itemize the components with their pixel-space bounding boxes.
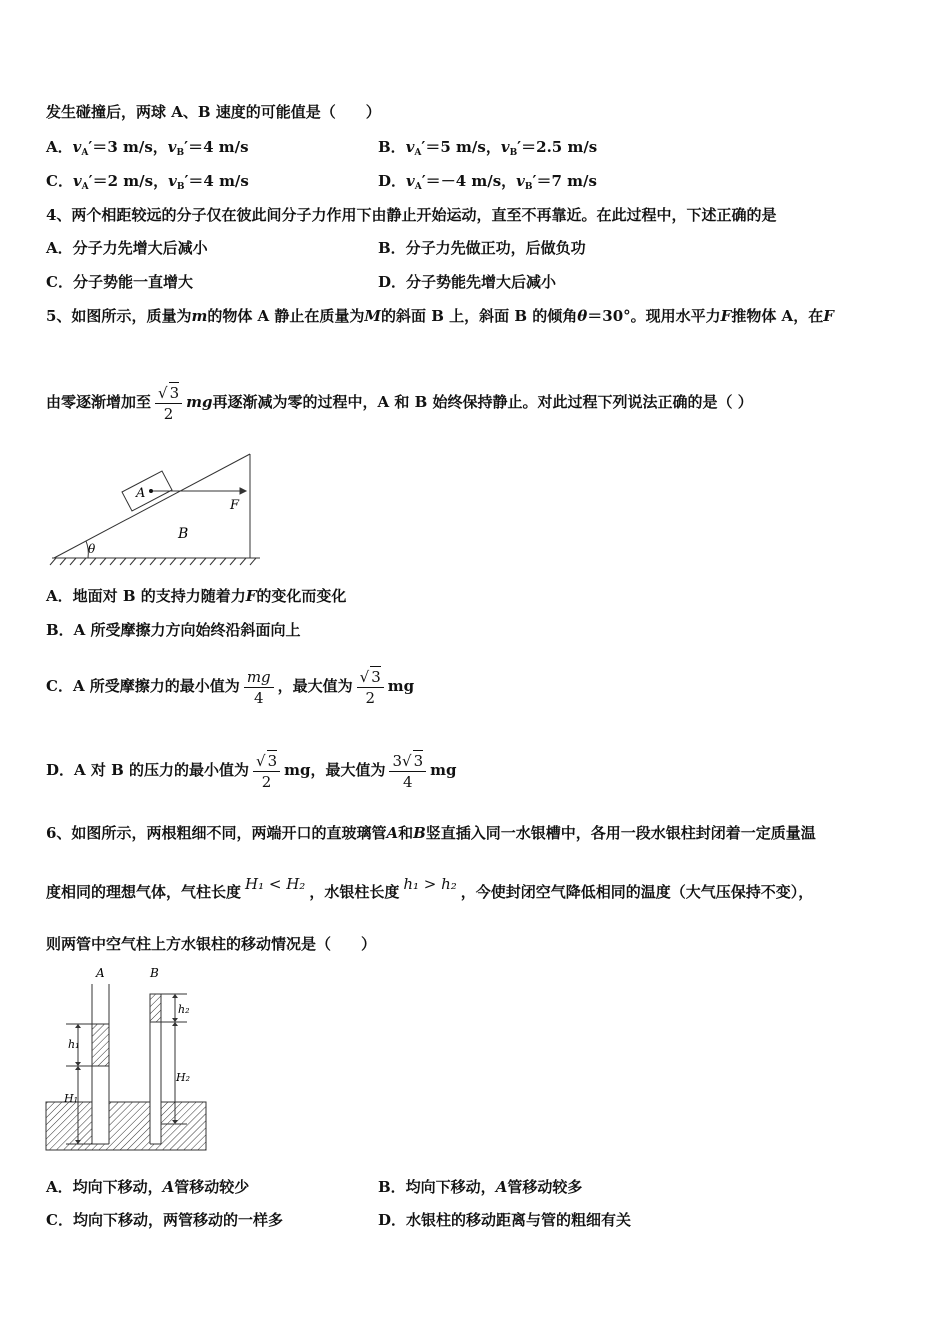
q4-option-a: A．分子力先增大后减小 bbox=[46, 239, 208, 257]
q3-stem: 发生碰撞后，两球 A、B 速度的可能值是（ ） bbox=[46, 103, 381, 121]
q5-option-b: B．A 所受摩擦力方向始终沿斜面向上 bbox=[46, 621, 301, 639]
mercury-column-b bbox=[150, 994, 161, 1022]
label-theta: θ bbox=[88, 542, 96, 556]
q6-option-d: D．水银柱的移动距离与管的粗细有关 bbox=[378, 1211, 632, 1229]
sqrt3-over-2-fraction: $\frac{√ 3}{2}$ bbox=[253, 750, 280, 792]
q5-option-d: D．A 对 B 的压力的最小值为 $\frac{√ 3}{2}$ mg，最大值为 $\frac{3√ 3}{4}$ mg bbox=[46, 752, 457, 791]
q5-stem-line1: 5、如图所示，质量为m的物体 A 静止在质量为M的斜面 B 上，斜面 B 的倾角θ＝30°。现用水平力F推物体 A，在F bbox=[46, 307, 834, 325]
label-a: A bbox=[136, 486, 146, 501]
q6-stem-line1: 6、如图所示，两根粗细不同，两端开口的直玻璃管A和B竖直插入同一水银槽中，各用一段水银柱封闭着一定质量温 bbox=[46, 824, 816, 842]
sqrt3-over-2-fraction: $\frac{√ 3}{2}$ bbox=[357, 666, 384, 708]
q3-option-d: D．$v_A'=-4$ m/s，$v_B'=7$ m/s bbox=[378, 172, 597, 192]
tubes-figure bbox=[44, 964, 209, 1154]
label-a: A bbox=[96, 966, 105, 980]
force-arrow-head bbox=[240, 488, 246, 494]
q3-option-a: A．$v_A'=3$ m/s，$v_B'=4$ m/s bbox=[46, 138, 249, 158]
label-b: B bbox=[178, 526, 189, 542]
q5-option-a: A．地面对 B 的支持力随着力F的变化而变化 bbox=[46, 587, 347, 605]
q3-option-b: B．$v_A'=5$ m/s，$v_B'=2.5$ m/s bbox=[378, 138, 598, 158]
q4-option-d: D．分子势能先增大后减小 bbox=[378, 273, 557, 291]
label-f: F bbox=[230, 498, 240, 513]
label-b: B bbox=[150, 966, 159, 980]
q4-option-b: B．分子力先做正功，后做负功 bbox=[378, 239, 586, 257]
mg-over-4-fraction: $\frac{mg}{4}$ bbox=[244, 667, 274, 708]
incline-slope bbox=[54, 454, 250, 558]
sqrt3-over-2-fraction: $\frac{√ 3}{2}$ bbox=[155, 382, 182, 424]
q5-option-c: C．A 所受摩擦力的最小值为 $\frac{mg}{4}$ ，最大值为 $\frac{√ 3}{2}$ mg bbox=[46, 667, 415, 707]
label-h2: h₂ bbox=[178, 1003, 190, 1016]
q6-stem-line3: 则两管中空气柱上方水银柱的移动情况是（ ） bbox=[46, 935, 377, 953]
q4-stem: 4、两个相距较远的分子仅在彼此间分子力作用下由静止开始运动，直至不再靠近。在此过程中，下述正确的是 bbox=[46, 206, 777, 224]
3sqrt3-over-4-fraction: $\frac{3√ 3}{4}$ bbox=[389, 750, 426, 792]
q3-option-c: C．$v_A'=2$ m/s，$v_B'=4$ m/s bbox=[46, 172, 249, 192]
label-h1: h₁ bbox=[68, 1038, 80, 1051]
mercury-column-a bbox=[92, 1024, 109, 1066]
q5-stem-line2: 由零逐渐增加至 $\frac{√ 3}{2}$ mg再逐渐减为零的过程中，A 和 B 始终保持静止。对此过程下列说法正确的是（ ） bbox=[46, 384, 753, 423]
label-capital-h2: H₂ bbox=[176, 1071, 191, 1084]
mercury-trough bbox=[46, 1102, 206, 1150]
incline-figure bbox=[46, 448, 266, 568]
q6-stem-line2: 度相同的理想气体，气柱长度 H₁ < H₂ ，水银柱长度 h₁ > h₂ ，今使封闭空气降低相同的温度（大气压保持不变）， bbox=[46, 875, 814, 901]
label-capital-h1: H₁ bbox=[64, 1092, 79, 1105]
q6-option-a: A．均向下移动，A管移动较少 bbox=[46, 1178, 250, 1196]
q4-option-c: C．分子势能一直增大 bbox=[46, 273, 193, 291]
q6-option-c: C．均向下移动，两管移动的一样多 bbox=[46, 1211, 283, 1229]
q6-option-b: B．均向下移动，A管移动较多 bbox=[378, 1178, 583, 1196]
